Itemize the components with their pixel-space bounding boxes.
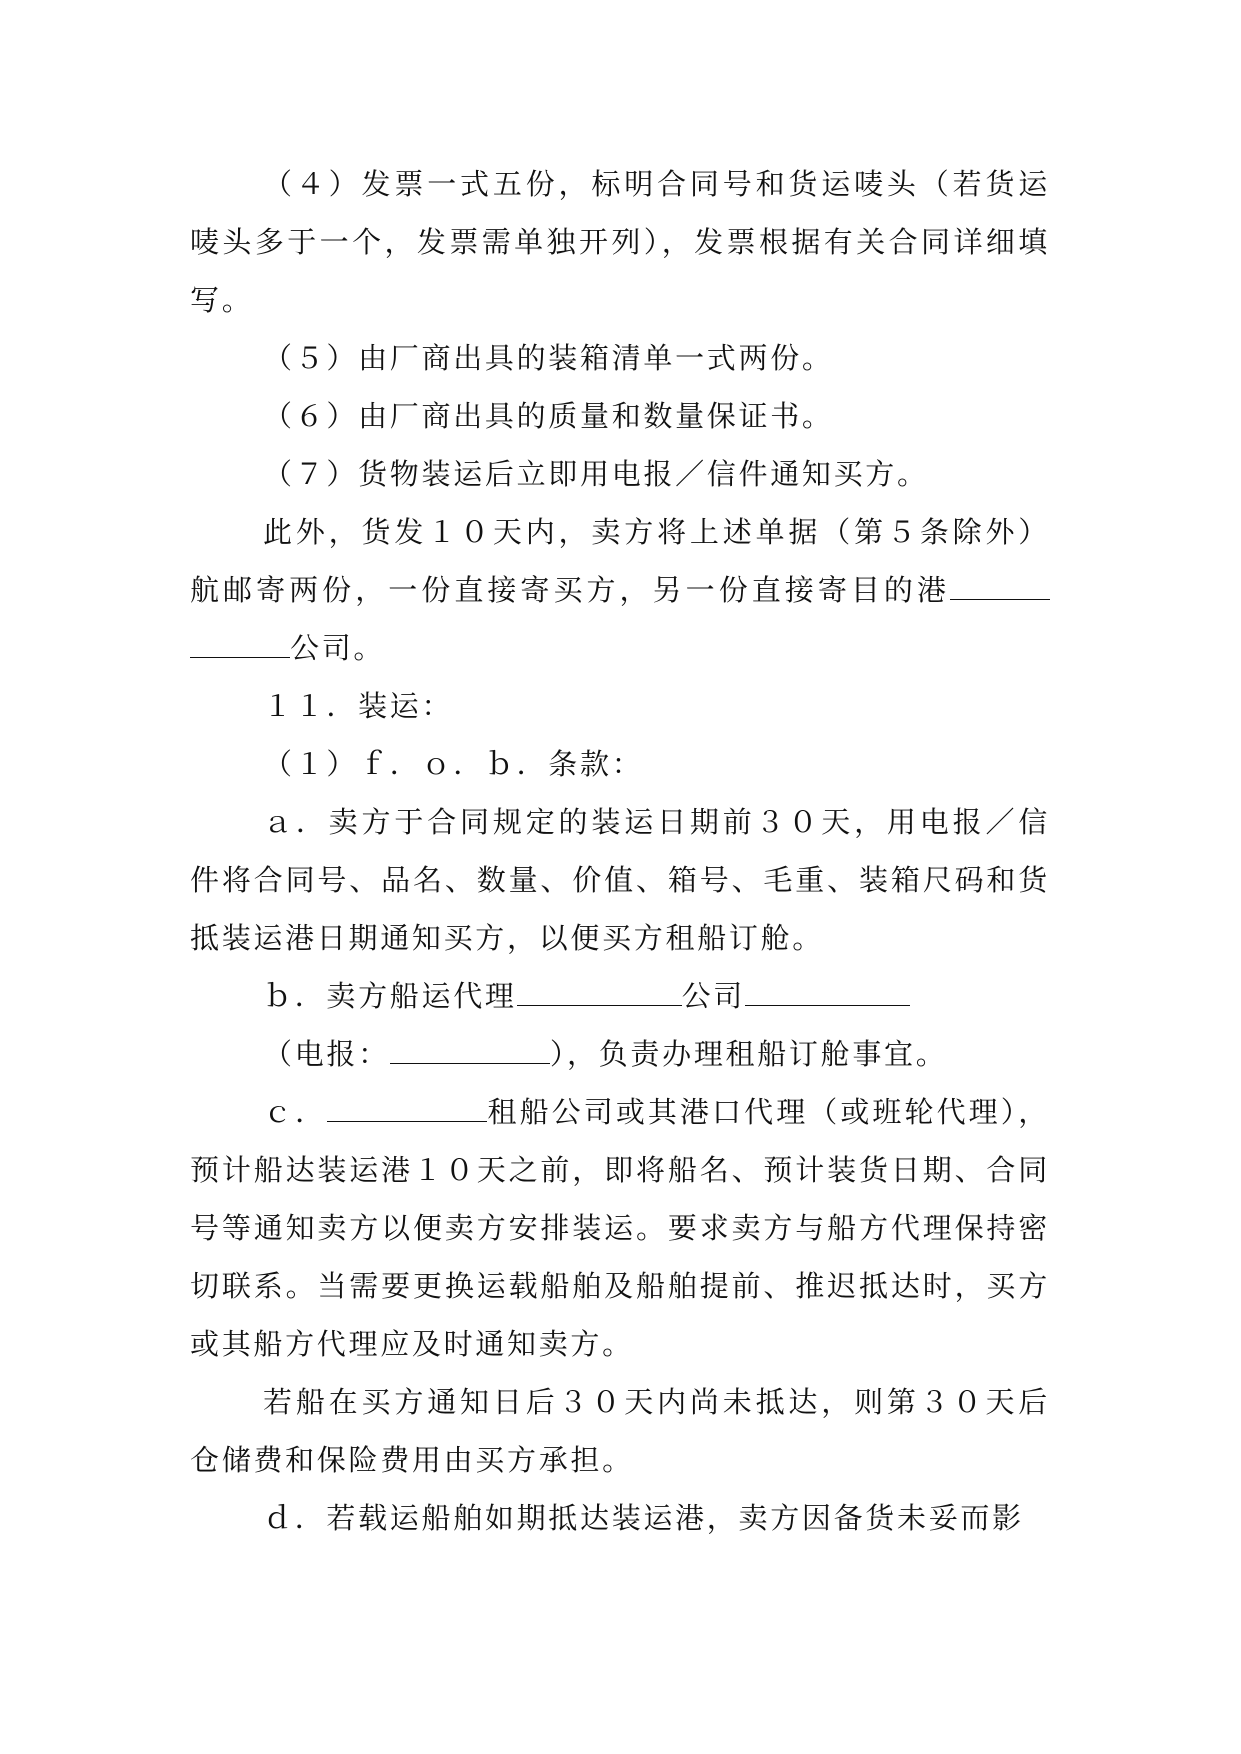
blank-cable [390,1037,550,1064]
clause-documents-mailing [190,503,1050,677]
clause-fob-c [190,1083,1050,1373]
charter-text: 租船公司或其港口代理（或班轮代理），预计船达装运港１０天之前，即将船名、预计装货日期、合同号等通知卖方以便卖方安排装运。要求卖方与船方代理保持密切联系。当需要更换运载船舶及船舶提前、推迟抵达时，买方或其船方代理应及时通知卖方。 [190,1095,1050,1361]
clause-quality-certificate: （６）由厂商出具的质量和数量保证书。 [263,399,834,433]
mailing-text-end: 公司。 [290,631,386,665]
blank-agent-company [745,979,910,1006]
blank-destination-port [950,573,1050,600]
clause-packing-list: （５）由厂商出具的装箱清单一式两份。 [263,341,834,375]
blank-charter-company [327,1095,487,1122]
clause-fob-heading: （１）ｆ．ｏ．ｂ．条款： [263,747,644,781]
clause-fob-d: ｄ．若载运船舶如期抵达装运港，卖方因备货未妥而影 [263,1501,1024,1535]
agent-company-text: 公司 [681,979,746,1013]
clause-invoice: （４）发票一式五份，标明合同号和货运唛头（若货运唛头多于一个，发票需单独开列），发票根据有关合同详细填写。 [190,167,1050,317]
agent-text: ｂ．卖方船运代理 [263,979,517,1013]
clause-shipment-notice: （７）货物装运后立即用电报／信件通知买方。 [263,457,929,491]
cable-text-end: ），负责办理租船订舱事宜。 [549,1037,948,1071]
document-page [190,155,1050,1547]
clause-fob-a: ａ．卖方于合同规定的装运日期前３０天，用电报／信件将合同号、品名、数量、价值、箱号、毛重、装箱尺码和货抵装运港日期通知买方，以便买方租船订舱。 [190,805,1050,955]
clause-storage-fees: 若船在买方通知日后３０天内尚未抵达，则第３０天后仓储费和保险费用由买方承担。 [190,1385,1050,1477]
blank-destination-company [190,631,290,658]
mailing-text: 此外，货发１０天内，卖方将上述单据（第５条除外）航邮寄两份，一份直接寄买方，另一份直接寄目的港 [190,515,1050,607]
blank-agent-name [517,979,682,1006]
clause-fob-b-cable [190,1025,1050,1083]
clause-fob-b [190,967,1050,1025]
cable-text: （电报： [263,1037,390,1071]
section-shipment-heading: １１．装运： [263,689,454,723]
charter-prefix: ｃ． [263,1095,328,1129]
